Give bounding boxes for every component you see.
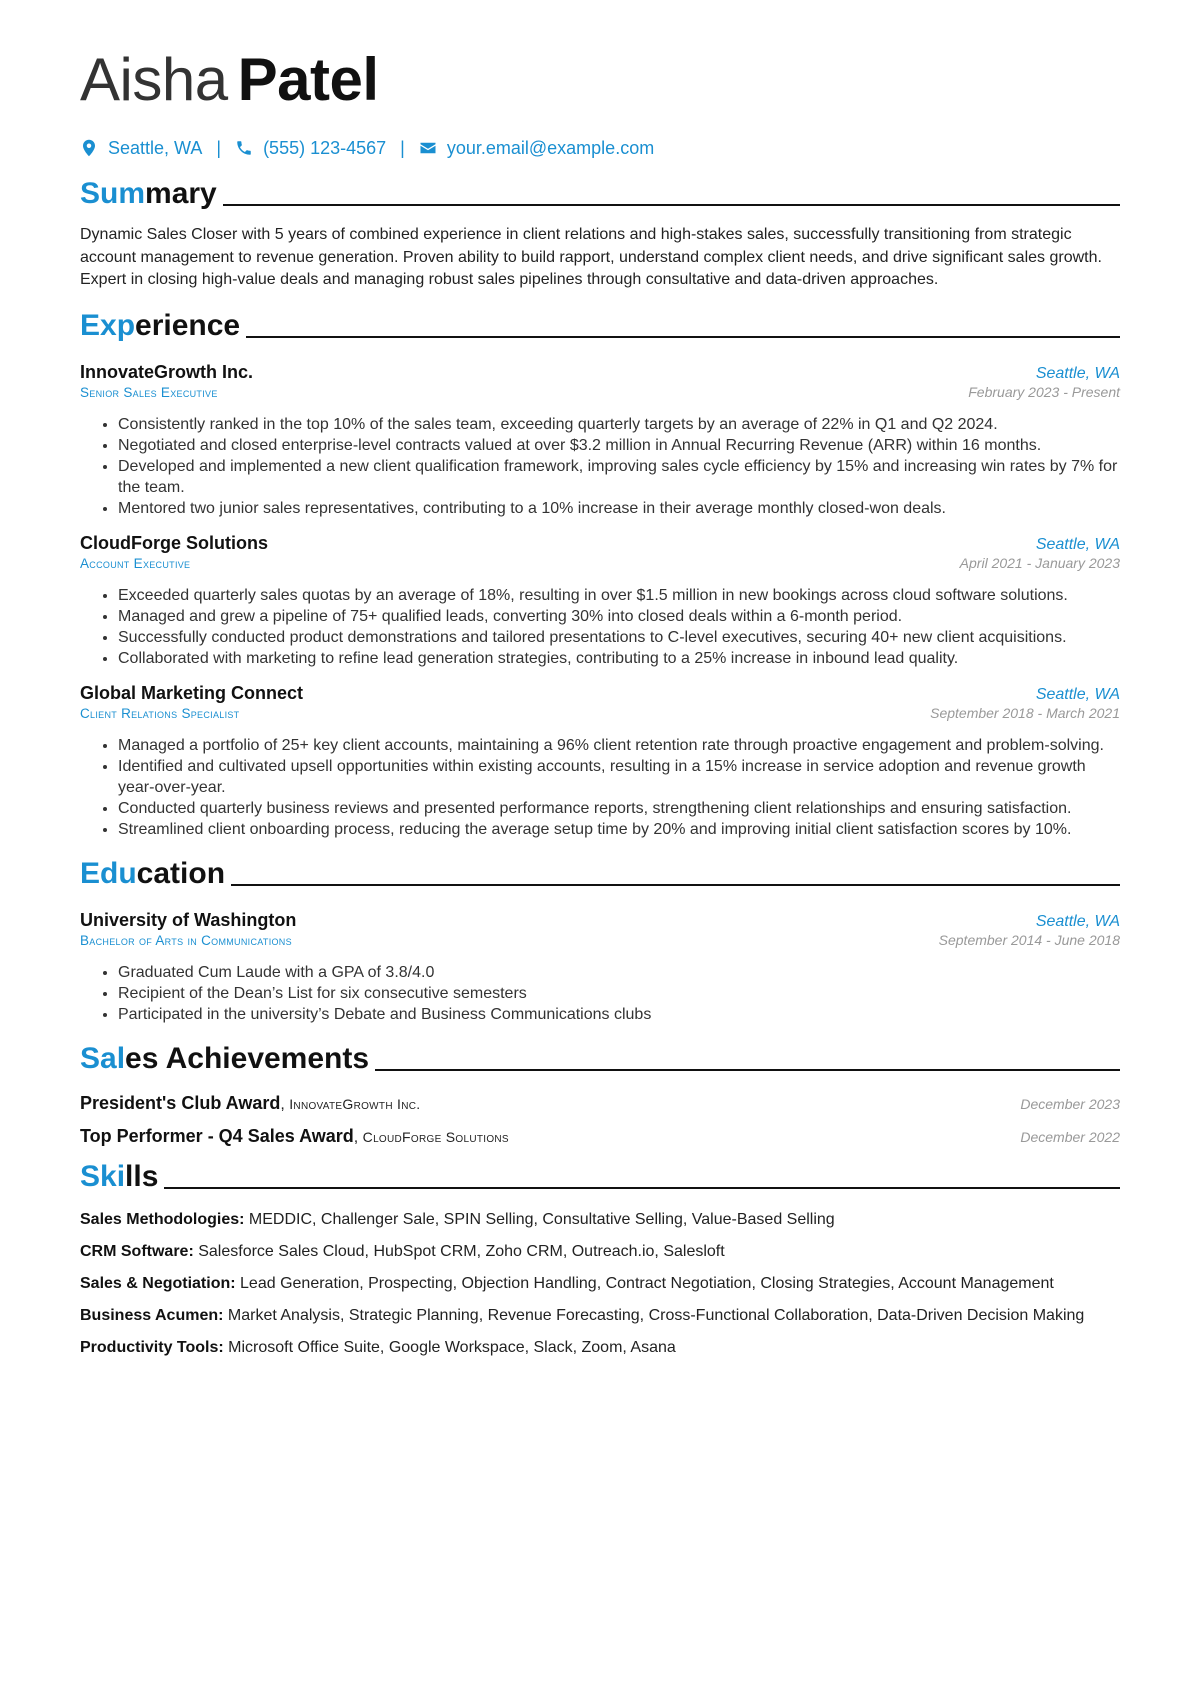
contact-separator: | (216, 137, 222, 158)
award-row (80, 1126, 1120, 1147)
degree: Bachelor of Arts in Communications (80, 932, 292, 948)
achievement-list (80, 735, 1120, 840)
location-pin-icon (80, 139, 98, 157)
last-name: Patel (237, 46, 379, 113)
contact-email[interactable] (419, 138, 654, 159)
skill-value: Microsoft Office Suite, Google Workspace, Slack, Zoom, Asana (228, 1338, 676, 1356)
email-link[interactable]: your.email@example.com (446, 137, 655, 158)
job-title: Senior Sales Executive (80, 384, 218, 400)
skill-row (80, 1209, 1120, 1231)
list-item: • Identified and cultivated upsell opportunities within existing accounts, resulting in a 15% increase in service adoption and revenue growth year-over-year. (118, 756, 1120, 798)
location-text: Seattle, WA (108, 137, 203, 158)
company-name: Global Marketing Connect (80, 682, 304, 703)
job-title: Client Relations Specialist (80, 705, 240, 721)
summary-heading (80, 176, 1120, 212)
award-row (80, 1093, 1120, 1114)
skill-value: MEDDIC, Challenger Sale, SPIN Selling, Consultative Selling, Value-Based Selling (248, 1210, 835, 1228)
section-rule (164, 1187, 1120, 1189)
contact-bar (80, 134, 1120, 162)
education-dates: September 2014 - June 2018 (938, 931, 1120, 948)
skill-value: Lead Generation, Prospecting, Objection Handling, Contract Negotiation, Closing Strategies, Account Management (240, 1274, 1054, 1292)
list-item: • Collaborated with marketing to refine lead generation strategies, contributing to a 25% increase in inbound lead quality. (118, 648, 1120, 669)
phone-icon (235, 139, 253, 157)
job-dates: September 2018 - March 2021 (930, 704, 1120, 721)
skill-row (80, 1337, 1120, 1359)
experience-heading (80, 308, 1120, 344)
school-name: University of Washington (80, 909, 297, 930)
skill-row (80, 1241, 1120, 1263)
skill-label: CRM Software: (80, 1242, 194, 1260)
award-date: December 2023 (1020, 1095, 1120, 1112)
summary-text: Dynamic Sales Closer with 5 years of combined experience in client relations and high-stakes sales, successfully transitioning from strategic account management to revenue generation. Proven ability to build rapport, understand complex client needs, and drive significant sales growth. Expert in closing high-value deals and managing robust sales pipelines through consultative and data-driven approaches. (80, 226, 1102, 288)
contact-phone[interactable] (235, 138, 386, 159)
list-item: • Consistently ranked in the top 10% of the sales team, exceeding quarterly targets by an average of 22% in Q1 and Q2 2024. (118, 414, 1120, 435)
award-date: December 2022 (1020, 1128, 1120, 1145)
school-location: Seattle, WA (1035, 912, 1120, 930)
skill-value: Salesforce Sales Cloud, HubSpot CRM, Zoho CRM, Outreach.io, Salesloft (198, 1242, 725, 1260)
contact-separator: | (400, 137, 405, 158)
contact-location (80, 138, 202, 159)
education-entry (80, 910, 1120, 1025)
job-title: Account Executive (80, 555, 191, 571)
list-item: • Negotiated and closed enterprise-level contracts valued at over $3.2 million in Annual Recurring Revenue (ARR) within 16 months. (118, 435, 1120, 456)
company-name: CloudForge Solutions (80, 532, 268, 553)
list-item: • Streamlined client onboarding process, reducing the average setup time by 20% and improving initial client satisfaction scores by 10%. (118, 819, 1120, 840)
achievement-list (80, 414, 1120, 519)
job-dates: April 2021 - January 2023 (959, 554, 1120, 571)
award-title: President's Club Award (80, 1092, 281, 1113)
award-title: Top Performer - Q4 Sales Award (80, 1125, 354, 1146)
list-item: • Successfully conducted product demonstrations and tailored presentations to C-level executives, securing 40+ new client acquisitions. (118, 627, 1120, 648)
job-location: Seattle, WA (1035, 535, 1120, 553)
section-rule (246, 336, 1120, 338)
company-name: InnovateGrowth Inc. (80, 361, 254, 382)
skill-value: Market Analysis, Strategic Planning, Revenue Forecasting, Cross-Functional Collaboration, Data-Driven Decision Making (227, 1306, 1085, 1324)
job-location: Seattle, WA (1035, 685, 1120, 703)
list-item: • Developed and implemented a new client qualification framework, improving sales cycle efficiency by 15% and increasing win rates by 7% for the team. (118, 456, 1120, 498)
section-title: Education (80, 856, 226, 890)
skill-row (80, 1273, 1120, 1295)
first-name: Aisha (80, 46, 228, 113)
section-title: Experience (80, 308, 241, 342)
section-title: Summary (80, 177, 217, 210)
award-org: CloudForge Solutions (362, 1128, 509, 1145)
candidate-name (80, 40, 1120, 120)
award-org: InnovateGrowth Inc. (289, 1095, 421, 1112)
list-item: • Mentored two junior sales representatives, contributing to a 10% increase in their average monthly closed-won deals. (118, 498, 1120, 519)
section-title: Skills (80, 1159, 159, 1193)
envelope-icon (419, 139, 437, 157)
experience-entry (80, 533, 1120, 669)
job-dates: February 2023 - Present (968, 383, 1120, 400)
award: Top Performer - Q4 Sales Award, CloudForge Solutions (80, 1125, 509, 1146)
list-item: • Graduated Cum Laude with a GPA of 3.8/4.0 (118, 962, 1120, 983)
section-rule (231, 884, 1120, 886)
award: President's Club Award, InnovateGrowth Inc. (80, 1092, 421, 1113)
skill-label: Sales Methodologies: (80, 1210, 245, 1228)
education-heading (80, 856, 1120, 892)
skill-label: Productivity Tools: (80, 1338, 224, 1356)
section-title: Sales Achievements (80, 1041, 370, 1075)
experience-entry (80, 362, 1120, 519)
experience-entry (80, 683, 1120, 840)
section-rule (375, 1069, 1120, 1071)
section-rule (223, 204, 1120, 206)
skill-label: Sales & Negotiation: (80, 1274, 236, 1292)
job-location: Seattle, WA (1035, 364, 1120, 382)
skill-label: Business Acumen: (80, 1306, 224, 1324)
phone-text: (555) 123-4567 (263, 137, 387, 158)
achievements-heading (80, 1041, 1120, 1077)
achievement-list (80, 585, 1120, 669)
list-item: • Recipient of the Dean’s List for six consecutive semesters (118, 983, 1120, 1004)
list-item: • Participated in the university’s Debate and Business Communications clubs (118, 1004, 1120, 1025)
list-item: • Managed a portfolio of 25+ key client accounts, maintaining a 96% client retention rate through proactive engagement and problem-solving. (118, 735, 1120, 756)
list-item: • Managed and grew a pipeline of 75+ qualified leads, converting 30% into closed deals within a 6-month period. (118, 606, 1120, 627)
list-item: • Exceeded quarterly sales quotas by an average of 18%, resulting in over $1.5 million in new bookings across cloud software solutions. (118, 585, 1120, 606)
list-item: • Conducted quarterly business reviews and presented performance reports, strengthening client relationships and ensuring satisfaction. (118, 798, 1120, 819)
skills-heading (80, 1159, 1120, 1195)
education-list (80, 962, 1120, 1025)
skill-row (80, 1305, 1120, 1327)
